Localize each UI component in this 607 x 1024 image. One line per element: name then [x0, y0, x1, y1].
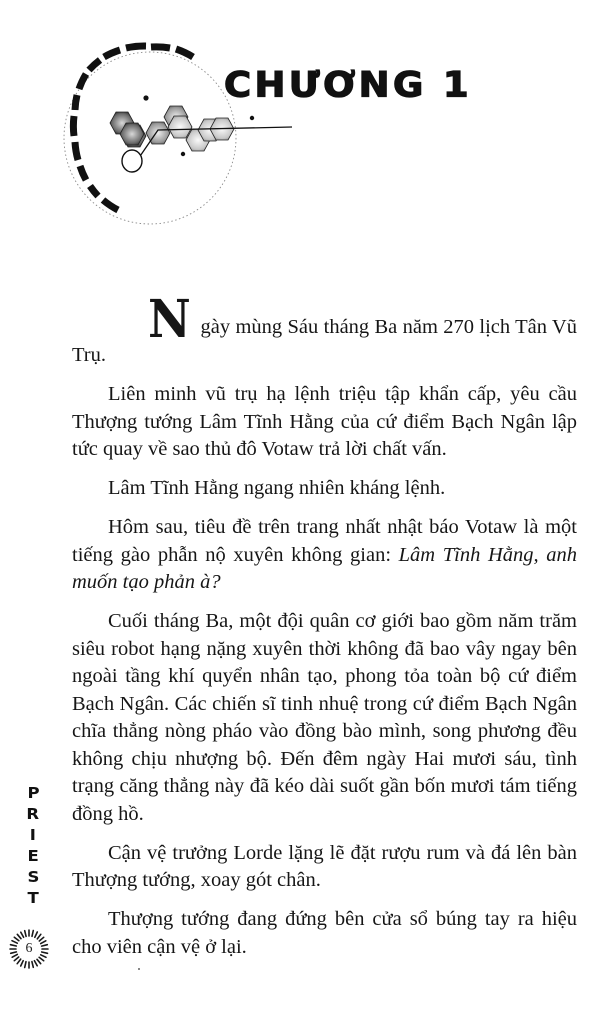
author-letter: T [27, 889, 39, 907]
chapter-title: CHƯƠNG 1 [224, 64, 472, 105]
print-speck [138, 968, 140, 970]
newspaper-headline-quote: Lâm Tĩnh Hằng, anh muốn tạo phản à? [72, 543, 577, 593]
author-letter: I [29, 826, 37, 844]
paragraph-opening [72, 289, 577, 369]
author-letter: E [27, 847, 39, 865]
opening-text: gày mùng Sáu tháng Ba năm 270 lịch Tân Vũ Trụ. [72, 316, 577, 366]
chapter-body [72, 289, 577, 973]
paragraph-text: Hôm sau, tiêu đề trên trang nhất nhật báo Votaw là một tiếng gào phẫn nộ xuyên không gian: [72, 516, 577, 566]
drop-cap: N [148, 289, 191, 350]
page-number: 6 [25, 941, 33, 956]
paragraph: Thượng tướng đang đứng bên cửa sổ búng tay ra hiệu cho viên cận vệ ở lại. [72, 908, 577, 958]
paragraph: Lâm Tĩnh Hằng ngang nhiên kháng lệnh. [108, 477, 446, 499]
paragraph-with-headline [72, 514, 577, 597]
hexagon-chain-circuit-ornament-icon [0, 0, 320, 240]
author-letter: R [26, 805, 40, 823]
author-letter: P [26, 784, 40, 802]
author-name-vertical [23, 783, 43, 909]
author-letter: S [27, 868, 39, 886]
paragraph: Liên minh vũ trụ hạ lệnh triệu tập khẩn cấp, yêu cầu Thượng tướng Lâm Tĩnh Hằng của cứ điểm Bạch Ngân lập tức quay về sao thủ đô Votaw trả lời chất vấn. [72, 383, 577, 460]
paragraph: Cận vệ trưởng Lorde lặng lẽ đặt rượu rum và đá lên bàn Thượng tướng, xoay gót chân. [72, 841, 577, 891]
paragraph: Cuối tháng Ba, một đội quân cơ giới bao gồm năm trăm siêu robot hạng nặng xuyên thời không đã bao vây ngay bên ngoài tầng khí quyển nhân tạo, phong tỏa toàn bộ cứ điểm Bạch Ngân. Các chiến sĩ tinh nhuệ trong cứ điểm Bạch Ngân chĩa thẳng nòng pháo vào đồng bào mình, song phương đều không chịu nhượng bộ. Đến đêm ngày Hai mươi sáu, tình trạng căng thẳng này đã kéo dài suốt gần bốn mươi tám tiếng đồng hồ. [72, 610, 577, 825]
page-number-badge [7, 927, 51, 971]
